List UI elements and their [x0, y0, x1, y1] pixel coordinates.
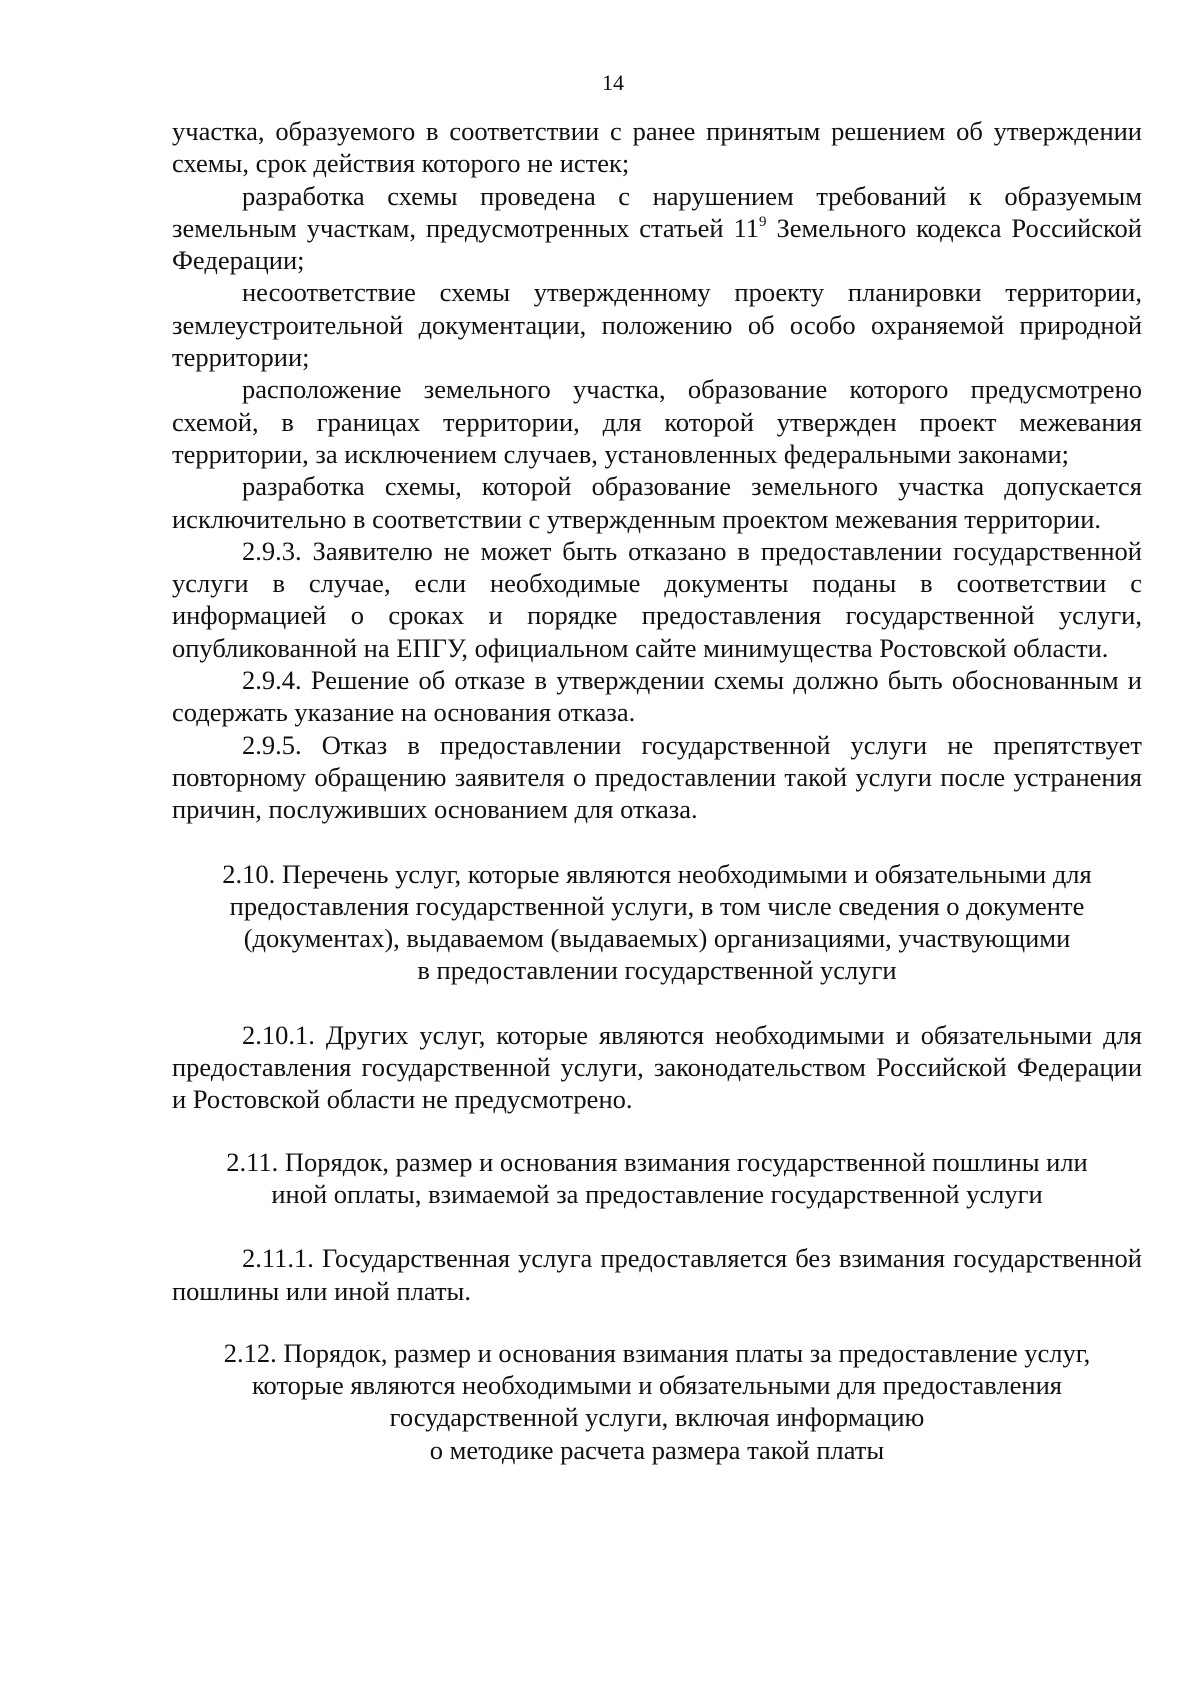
- spacer: [172, 1210, 1142, 1242]
- paragraph-2-11-1: 2.11.1. Государственная услуга предоставляется без взимания государственной пошлины или иной платы.: [172, 1243, 1142, 1306]
- paragraph-2-9-4: 2.9.4. Решение об отказе в утверждении схемы должно быть обоснованным и содержать указание на основания отказа.: [172, 665, 1142, 728]
- document-body: [172, 115, 1142, 1466]
- spacer: [172, 826, 1142, 858]
- heading-line: о методике расчета размера такой платы: [429, 1434, 885, 1465]
- heading-line: государственной услуги, включая информацию: [389, 1402, 925, 1433]
- section-heading-2-10: [172, 858, 1142, 987]
- heading-line: 2.12. Порядок, размер и основания взимания платы за предоставление услуг,: [223, 1337, 1091, 1368]
- spacer: [172, 1307, 1142, 1337]
- paragraph-scheme-mismatch: несоответствие схемы утвержденному проекту планировки территории, землеустроительной документации, положению об особо охраняемой природной территории;: [172, 277, 1142, 373]
- section-heading-2-11: [172, 1146, 1142, 1211]
- paragraph-2-10-1: 2.10.1. Других услуг, которые являются необходимыми и обязательными для предоставления государственной услуги, законодательством Российской Федерации и Ростовской области не предусмотрено.: [172, 1019, 1142, 1115]
- section-heading-2-12: [172, 1337, 1142, 1466]
- superscript-article-number: 9: [759, 213, 767, 230]
- spacer: [172, 987, 1142, 1019]
- heading-line: которые являются необходимыми и обязательными для предоставления: [252, 1370, 1062, 1401]
- page-number: 14: [602, 70, 624, 95]
- heading-line: предоставления государственной услуги, в том числе сведения о документе: [229, 890, 1085, 921]
- paragraph-continuation: участка, образуемого в соответствии с ранее принятым решением об утверждении схемы, срок действия которого не истек;: [172, 116, 1142, 179]
- paragraph-scheme-requirements: [172, 180, 1142, 277]
- heading-line: 2.10. Перечень услуг, которые являются необходимыми и обязательными для: [222, 858, 1092, 889]
- heading-line: 2.11. Порядок, размер и основания взимания государственной пошлины или: [226, 1146, 1088, 1177]
- paragraph-plot-location: расположение земельного участка, образование которого предусмотрено схемой, в границах территории, для которой утвержден проект межевания территории, за исключением случаев, установленных федеральными законами;: [172, 374, 1142, 469]
- heading-line: иной оплаты, взимаемой за предоставление государственной услуги: [271, 1178, 1043, 1209]
- paragraph-text-part: Земельного кодекса Российской Федерации;: [172, 212, 1142, 276]
- spacer: [172, 1116, 1142, 1146]
- heading-line: (документах), выдаваемом (выдаваемых) организациями, участвующими: [243, 923, 1071, 954]
- paragraph-2-9-5: 2.9.5. Отказ в предоставлении государственной услуги не препятствует повторному обращению заявителя о предоставлении такой услуги после устранения причин, послуживших основанием для отказа.: [172, 729, 1142, 825]
- heading-line: в предоставлении государственной услуги: [417, 955, 897, 986]
- paragraph-2-9-3: 2.9.3. Заявителю не может быть отказано в предоставлении государственной услуги в случае, если необходимые документы поданы в соответствии с информацией о сроках и порядке предоставления государственной услуги, опубликованной на ЕПГУ, официальном сайте минимущества Ростовской области.: [172, 535, 1142, 663]
- paragraph-survey-project: разработка схемы, которой образование земельного участка допускается исключительно в соответствии с утвержденным проектом межевания территории.: [172, 471, 1142, 534]
- paragraph-text-part: разработка схемы проведена с нарушением требований к образуемым земельным участкам, предусмотренных статьей 11: [172, 180, 1142, 243]
